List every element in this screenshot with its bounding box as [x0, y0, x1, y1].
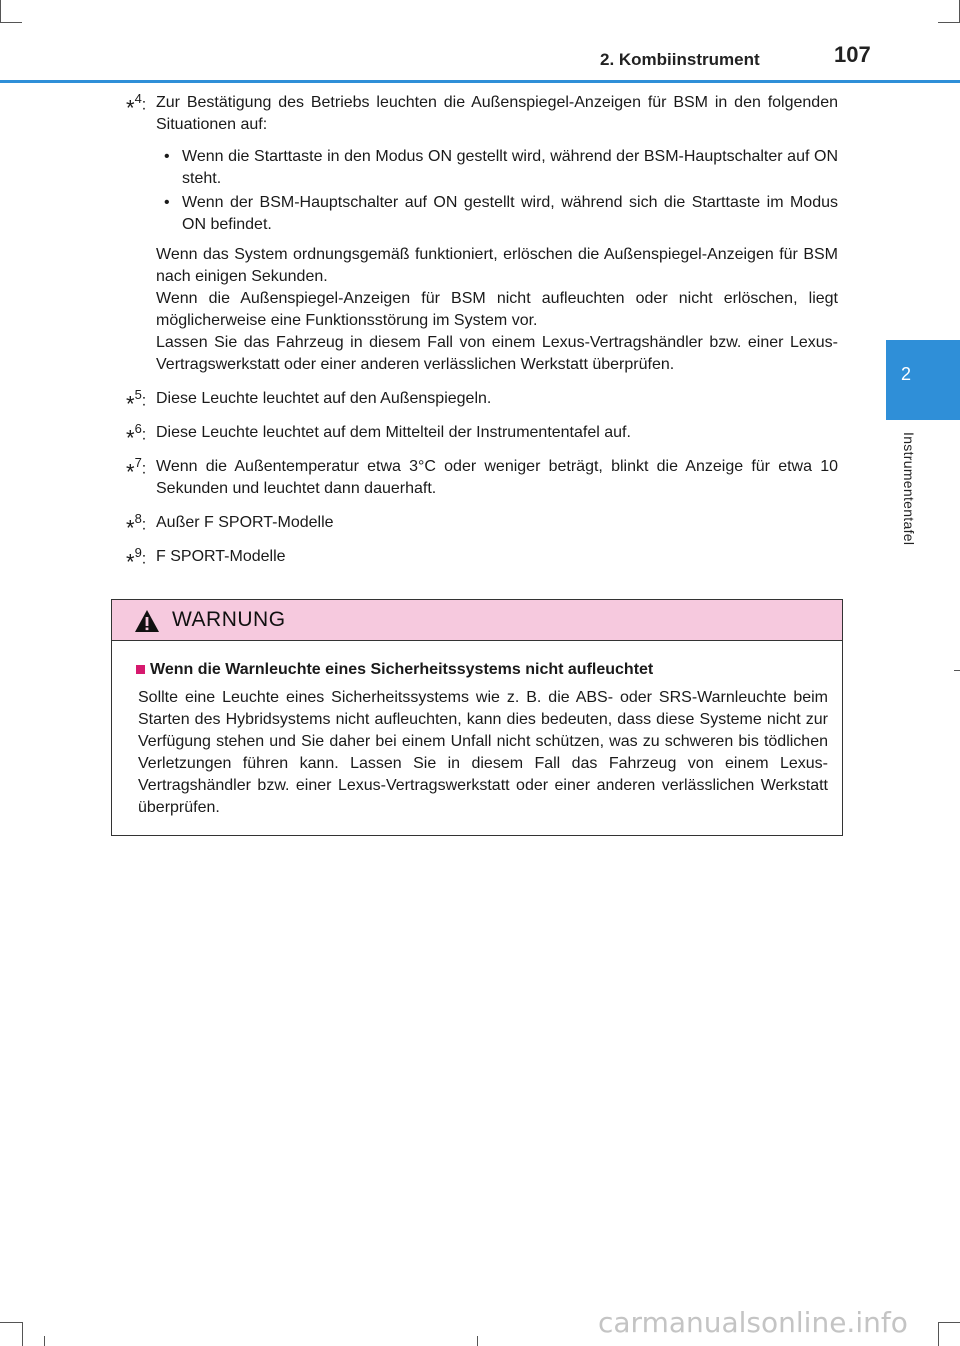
footnote	[126, 545, 838, 575]
footnote-marker: *$^4$:	[126, 91, 147, 121]
crop-mark	[44, 1336, 45, 1346]
crop-mark	[22, 1322, 23, 1346]
paragraph: Wenn das System ordnungsgemäß funktioniert, erlöschen die Außenspiegel-Anzeigen für BSM nach einigen Sekunden.	[156, 246, 838, 285]
footnote-marker: *$^5$:	[126, 387, 147, 417]
warning-text: Sollte eine Leuchte eines Sicherheitssystems wie z. B. die ABS- oder SRS-Warnleuchte beim Starten des Hybridsystems nicht aufleuchten, kann dies bedeuten, dass diese Systeme nicht zur Verfügung stehen und Sie daher bei einem Unfall nicht schützen, was zu schweren bis tödlichen Verletzungen führen kann. Lassen Sie in diesem Fall das Fahrzeug von einem Lexus-Vertragshändler bzw. einer Lexus-Vertragswerkstatt oder einer anderen verlässlichen Werkstatt überprüfen.	[138, 689, 828, 816]
footnote	[126, 421, 838, 451]
crop-mark	[0, 22, 22, 23]
list-item: • Wenn der BSM-Hauptschalter auf ON gestellt wird, während sich die Starttaste im Modus ON befindet.	[156, 192, 838, 236]
footnote-marker: *$^6$:	[126, 421, 147, 451]
footnotes	[126, 92, 838, 580]
chapter-label: Instrumententafel	[901, 432, 917, 546]
paragraph: Lassen Sie das Fahrzeug in diesem Fall von einem Lexus-Vertragshändler bzw. einer Lexus-Vertragswerkstatt oder einer anderen verlässlichen Werkstatt überprüfen.	[156, 334, 838, 373]
footnote	[126, 387, 838, 417]
footnote-text: Wenn die Außentemperatur etwa 3°C oder weniger beträgt, blinkt die Anzeige für etwa 10 Sekunden und leuchtet dann dauerhaft.	[156, 458, 838, 497]
crop-mark	[938, 1322, 939, 1346]
crop-mark	[938, 22, 960, 23]
watermark: carmanualsonline.info	[598, 1306, 908, 1339]
warning-subheading	[136, 659, 828, 681]
footnote	[126, 456, 838, 500]
chapter-tab	[886, 340, 960, 420]
chapter-number: 2	[900, 364, 911, 384]
warning-subheading-text: Wenn die Warnleuchte eines Sicherheitssystems nicht aufleuchtet	[150, 661, 654, 678]
footnote-text: Diese Leuchte leuchtet auf den Außenspiegeln.	[156, 390, 492, 407]
crop-mark	[938, 1322, 960, 1323]
crop-mark	[954, 670, 960, 671]
bullet-list	[156, 146, 838, 236]
crop-mark	[0, 0, 1, 22]
warning-triangle-icon	[134, 609, 160, 633]
warning-title: WARNUNG	[172, 608, 286, 631]
header-rule	[0, 80, 960, 83]
warning-box	[111, 599, 843, 836]
footnote-marker: *$^9$:	[126, 545, 147, 575]
warning-body	[112, 641, 842, 819]
footnote	[126, 92, 838, 376]
footnote	[126, 511, 838, 541]
footnote-text: Zur Bestätigung des Betriebs leuchten die Außenspiegel-Anzeigen für BSM in den folgenden Situationen auf:	[156, 94, 838, 133]
footnote-marker: *$^7$:	[126, 455, 147, 485]
list-item: • Wenn die Starttaste in den Modus ON gestellt wird, während der BSM-Hauptschalter auf ON steht.	[156, 146, 838, 190]
square-bullet-icon	[136, 665, 145, 674]
page-number: 107	[834, 42, 871, 67]
crop-mark	[477, 1336, 478, 1346]
paragraph: Wenn die Außenspiegel-Anzeigen für BSM nicht aufleuchten oder nicht erlöschen, liegt möglicherweise eine Funktionsstörung im System vor.	[156, 290, 838, 329]
crop-mark	[0, 1322, 22, 1323]
footnote-text: Außer F SPORT-Modelle	[156, 514, 334, 531]
footnote-text: Diese Leuchte leuchtet auf dem Mittelteil der Instrumententafel auf.	[156, 424, 631, 441]
footnote-marker: *$^8$:	[126, 511, 147, 541]
warning-header	[112, 600, 842, 641]
footnote-text: F SPORT-Modelle	[156, 548, 286, 565]
header-section-title: 2. Kombiinstrument	[600, 50, 760, 69]
